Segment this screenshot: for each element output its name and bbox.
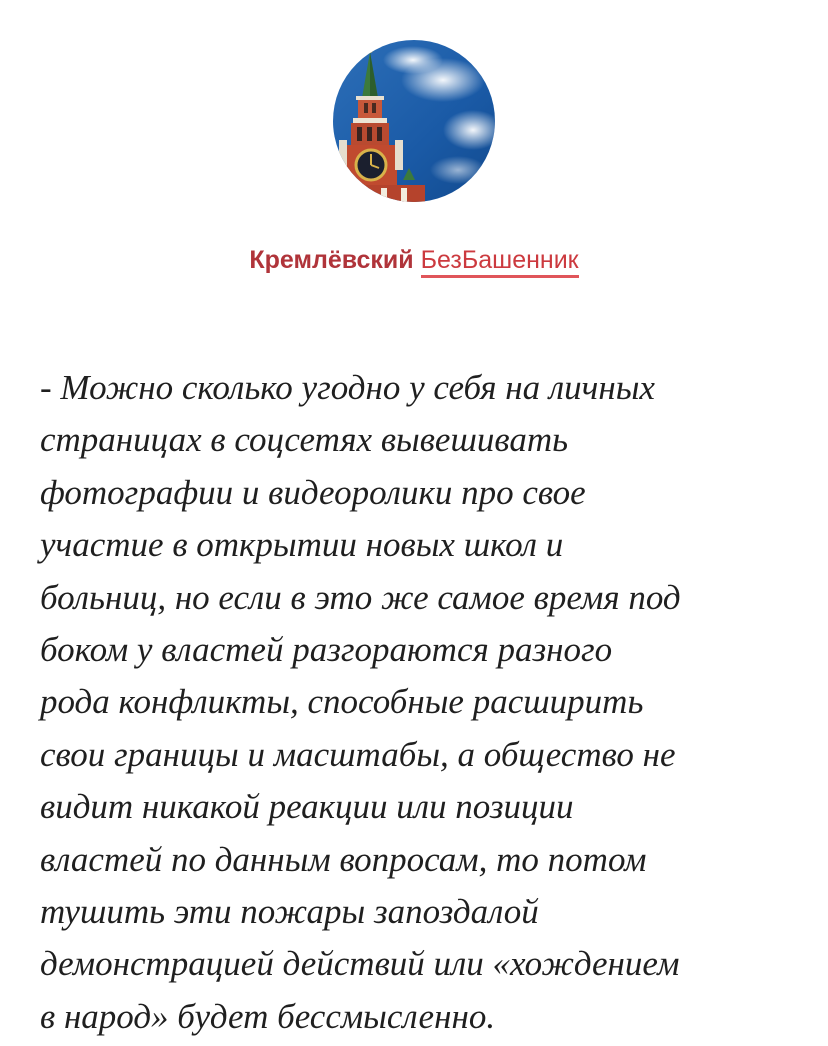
channel-name-primary: Кремлёвский <box>249 246 414 274</box>
post-text: - Можно сколько угодно у себя на личных страницах в соцсетях вывешивать фотографии и видеоролики про свое участие в открытии новых школ и больниц, но если в это же самое время под боком у властей разгораются разного рода конфликты, способные расширить свои границы и масштабы, а общество не видит никакой реакции или позиции властей по данным вопросам, то потом тушить эти пожары запоздалой демонстрацией действий или «хождением в народ» будет бессмысленно. <box>40 368 681 1036</box>
kremlin-tower-image <box>333 40 495 202</box>
channel-avatar[interactable] <box>333 40 495 202</box>
channel-name-link[interactable]: БезБашенник <box>421 246 579 278</box>
channel-name[interactable] <box>0 240 828 280</box>
